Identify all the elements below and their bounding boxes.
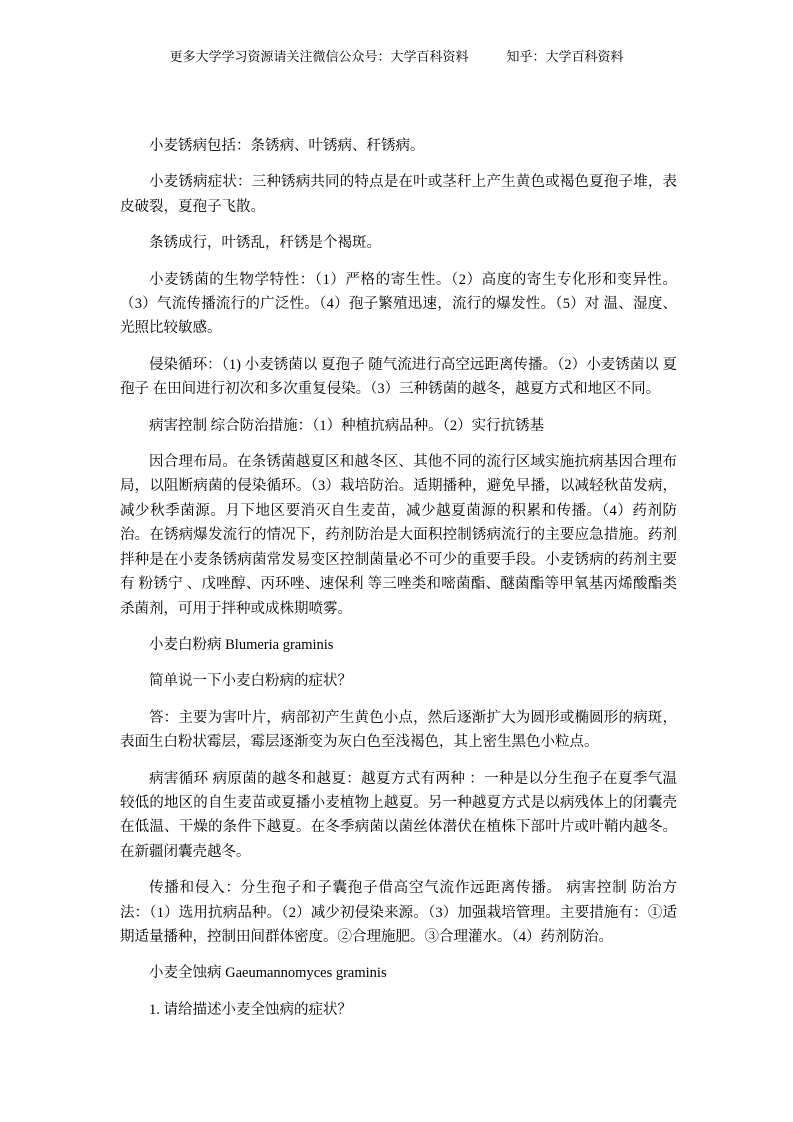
paragraph: 因合理布局。在条锈菌越夏区和越冬区、其他不同的流行区域实施抗病基因合理布局，以阻断病菌的侵染循环。（3）栽培防治。适期播种，避免早播，以减轻秋苗发病，减少秋季菌源。月下地区要消灭自生麦苗，减少越夏菌源的积累和传播。（4）药剂防治。在锈病爆发流行的情况下，药剂防治是大面积控制锈病流行的主要应急措施。药剂拌种是在小麦条锈病菌常发易变区控制菌量必不可少的重要手段。小麦锈病的药剂主要有 粉锈宁 、戊唑醇、丙环唑、速保利 等三唑类和嘧菌酯、醚菌酯等甲氧基丙烯酸酯类杀菌剂，可用于拌种或成株期喷雾。	[120, 454, 677, 617]
paragraph: 小麦锈病包括：条锈病、叶锈病、秆锈病。	[149, 138, 425, 154]
page-header	[0, 48, 793, 66]
document-body	[120, 134, 677, 1034]
header-wechat-note: 更多大学学习资源请关注微信公众号：大学百科资料	[169, 49, 469, 64]
paragraph: 侵染循环：（1) 小麦锈菌以 夏孢子 随气流进行高空远距离传播。（2）小麦锈菌以 夏孢子 在田间进行初次和多次重复侵染。（3）三种锈菌的越冬，越夏方式和地区不同。	[120, 356, 677, 398]
paragraph: 1. 请给描述小麦全蚀病的症状？	[149, 1001, 352, 1018]
paragraph-heading-powdery-mildew: 小麦白粉病 Blumeria graminis	[149, 636, 334, 653]
paragraph: 病害循环 病原菌的越冬和越夏：越夏方式有两种 ：一种是以分生孢子在夏季气温较低的地区的自生麦苗或夏播小麦植物上越夏。另一种越夏方式是以病残体上的闭囊壳在低温、干燥的条件下越夏。在冬季病菌以菌丝体潜伏在植株下部叶片或叶鞘内越冬。在新疆闭囊壳越冬。	[120, 770, 677, 860]
paragraph: 传播和侵入：分生孢子和子囊孢子借高空气流作远距离传播。 病害控制 防治方法：（1）选用抗病品种。（2）减少初侵染来源。（3）加强栽培管理。主要措施有：①适期适量播种，控制田间群体密度。②合理施肥。③合理灌水。（4）药剂防治。	[120, 880, 677, 945]
paragraph: 答：主要为害叶片，病部初产生黄色小点，然后逐渐扩大为圆形或椭圆形的病斑，表面生白粉状霉层，霉层逐渐变为灰白色至浅褐色，其上密生黑色小粒点。	[120, 709, 677, 751]
paragraph-heading-take-all: 小麦全蚀病 Gaeumannomyces graminis	[149, 965, 387, 982]
paragraph: 病害控制 综合防治措施：（1）种植抗病品种。（2）实行抗锈基	[149, 417, 545, 434]
paragraph: 小麦锈病症状：三种锈病共同的特点是在叶或茎秆上产生黄色或褐色夏孢子堆，表皮破裂，夏孢子飞散。	[120, 174, 677, 215]
paragraph: 条锈成行，叶锈乱，秆锈是个褐斑。	[149, 235, 381, 252]
paragraph: 小麦锈菌的生物学特性：（1）严格的寄生性。（2）高度的寄生专化形和变异性。（3）气流传播流行的广泛性。（4）孢子繁殖迅速，流行的爆发性。（5）对 温、湿度、光照比较敏感。	[120, 271, 677, 337]
paragraph: 简单说一下小麦白粉病的症状？	[149, 673, 352, 690]
header-zhihu-note: 知乎：大学百科资料	[506, 49, 624, 64]
